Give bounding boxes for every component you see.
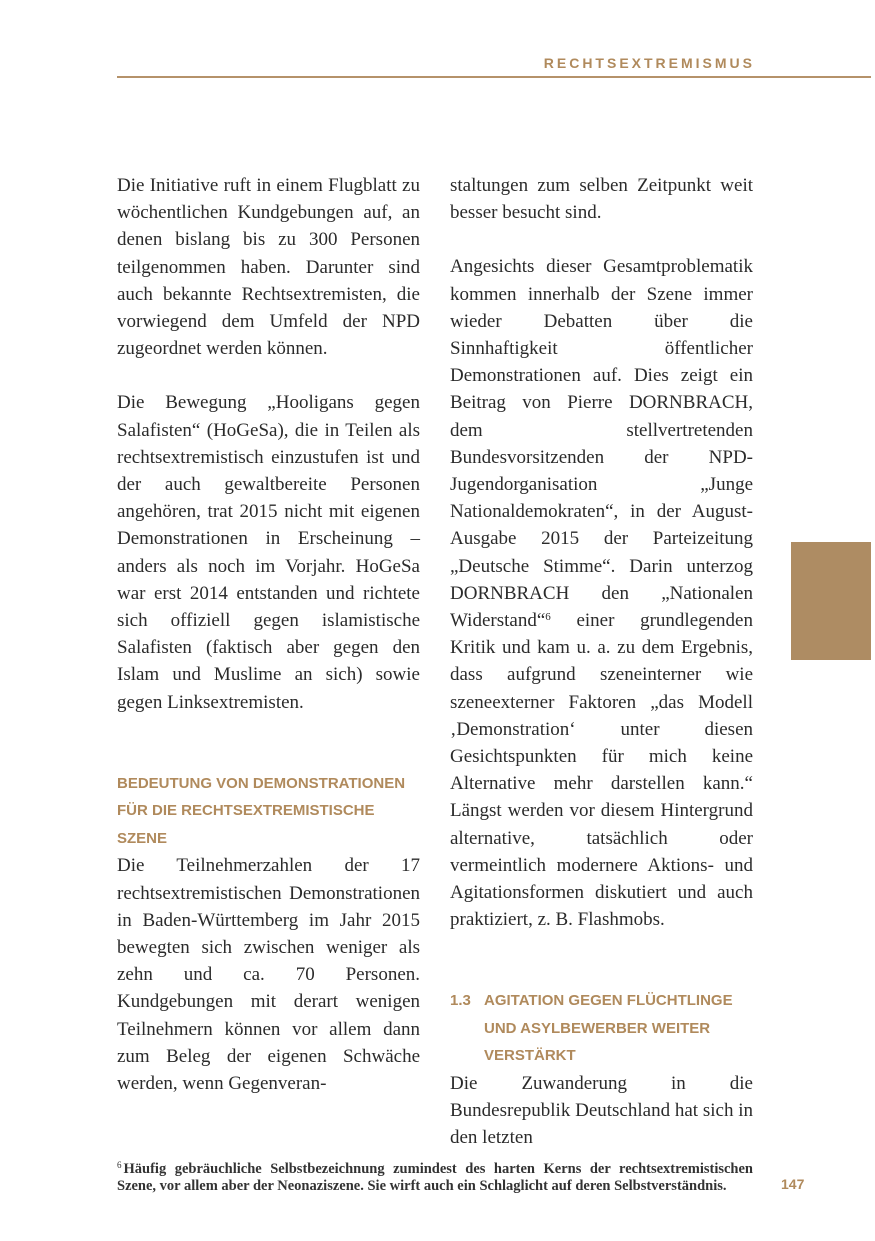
section-heading: BEDEUTUNG VON DEMONSTRATIONEN FÜR DIE RECHTSEXTREMISTISCHE SZENE [117,774,406,847]
footnote-marker: 6 [117,1160,122,1170]
chapter-tab [791,542,871,660]
section-heading [450,987,753,1070]
section-number: 1.3 [450,992,471,1010]
footnote-text: Häufig gebräuchliche Selbstbezeichnung zumindest des harten Kerns der rechtsextremistischen Szene, vor allem aber der Neonaziszene. Sie wirft auch ein Schlaglicht auf deren Selbstverständnis. [117,1161,753,1194]
paragraph-text: einer grundlegenden Kritik und kam u. a. zu dem Ergebnis, dass aufgrund szeneinterner wie szeneexterner Faktoren „das Modell ‚Demonstration‘ unter diesen Gesichtspunkten für mich keine Alternative mehr darstellen kann.“ Längst werden vor diesem Hintergrund alternative, tatsächlich oder vermeintlich modernere Aktions- und Agitationsformen diskutiert und auch praktiziert, z. B. Flashmobs. [450,610,753,931]
footnote [117,1157,753,1194]
paragraph: Die Zuwanderung in die Bundesrepublik Deutschland hat sich in den letzten [450,1072,753,1149]
right-column [450,172,753,1152]
paragraph: Die Initiative ruft in einem Flugblatt zu wöchentlichen Kundgebungen auf, an denen bislang bis zu 300 Personen teilgenommen haben. Darunter sind auch bekannte Rechtsextremisten, die vorwiegend dem Umfeld der NPD zugeordnet werden können. [117,175,420,360]
paragraph: staltungen zum selben Zeitpunkt weit besser besucht sind. [450,175,753,224]
paragraph [450,253,753,933]
header-rule [117,76,871,78]
paragraph-text: Angesichts dieser Gesamtproblematik kommen innerhalb der Szene immer wieder Debatten über die Sinnhaftigkeit öffentlicher Demonstrationen auf. Dies zeigt ein Beitrag von Pierre DORNBRACH, dem stellvertretenden Bundesvorsitzenden der NPD-Jugendorganisation „Junge Nationaldemokraten“, in der August-Ausgabe 2015 der Parteizeitung „Deutsche Stimme“. Darin unterzog DORNBRACH den „Nationalen Widerstand“ [450,256,753,632]
running-title: RECHTSEXTREMISMUS [543,55,755,71]
section-heading-text: AGITATION GEGEN FLÜCHTLINGE UND ASYLBEWERBER WEITER VERSTÄRKT [484,992,733,1065]
page-number: 147 [781,1176,805,1192]
paragraph: Die Bewegung „Hooligans gegen Salafisten“ (HoGeSa), die in Teilen als rechtsextremistisch einzustufen ist und der auch gewaltbereite Personen angehören, trat 2015 nicht mit eigenen Demonstrationen in Erscheinung – anders als noch im Vorjahr. HoGeSa war erst 2014 entstanden und richtete sich offiziell gegen islamistische Salafisten (faktisch aber gegen den Islam und Muslime an sich) sowie gegen Linksextremisten. [117,392,420,713]
left-column [117,172,420,1097]
paragraph: Die Teilnehmerzahlen der 17 rechtsextremistischen Demonstrationen in Baden-Württemberg im Jahr 2015 bewegten sich zwischen weniger als zehn und ca. 70 Personen. Kundgebungen mit derart wenigen Teilnehmern können vor allem dann zum Beleg der eigenen Schwäche werden, wenn Gegenveran- [117,855,420,1094]
footnote-reference[interactable]: 6 [545,611,551,624]
